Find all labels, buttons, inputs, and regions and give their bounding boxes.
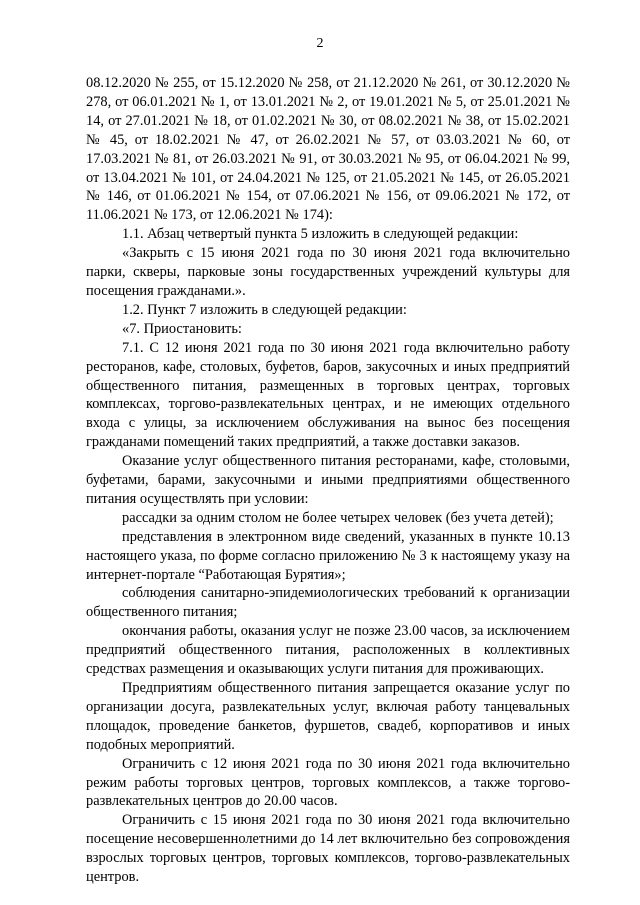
document-body xyxy=(86,74,570,887)
paragraph-7-suspend: «7. Приостановить: xyxy=(122,320,242,337)
paragraph-electronic-submission: представления в электронном виде сведений, указанных в пункте 10.13 настоящего указа, по форме согласно приложению № 3 к настоящему указу на интернет-портале “Работающая Бурятия»; xyxy=(86,528,570,583)
paragraph-minors: Ограничить с 15 июня 2021 года по 30 июня 2021 года включительно посещение несовершеннолетними до 14 лет включительно без сопровождения взрослых торговых центров, торговых комплексов, торгово-развлекательных центров. xyxy=(86,812,570,886)
paragraph-closing-time: окончания работы, оказания услуг не позже 23.00 часов, за исключением предприятий общественного питания, расположенных в коллективных средствах размещения и оказывающих услуги питания для проживающих. xyxy=(86,623,570,678)
paragraph-quote-close-parks: «Закрыть с 15 июня 2021 года по 30 июня 2021 года включительно парки, скверы, парковые зоны государственных учреждений культуры для посещения гражданами.». xyxy=(86,245,570,299)
paragraph-mall-hours: Ограничить с 12 июня 2021 года по 30 июня 2021 года включительно режим работы торговых центров, торговых комплексов, а также торгово-развлекательных центров до 20.00 часов. xyxy=(86,755,570,810)
paragraph-7-1: 7.1. С 12 июня 2021 года по 30 июня 2021 года включительно работу ресторанов, кафе, столовых, буфетов, баров, закусочных и иных предприятий общественного питания, размещенных в торговых центрах, торговых комплексах, торгово-развлекательных центрах, и не имеющих отдельного входа с улицы, за исключением обслуживания на вынос без посещения гражданами помещений таких предприятий, а также доставки заказов. xyxy=(86,339,570,451)
paragraph-seating: рассадки за одним столом не более четырех человек (без учета детей); xyxy=(122,509,554,526)
paragraph-1-2: 1.2. Пункт 7 изложить в следующей редакции: xyxy=(122,301,407,318)
paragraph-1-1: 1.1. Абзац четвертый пункта 5 изложить в следующей редакции: xyxy=(122,226,519,243)
paragraph-leisure-ban: Предприятиям общественного питания запрещается оказание услуг по организации досуга, развлекательных услуг, включая работу танцевальных площадок, проведение банкетов, фуршетов, свадеб, корпоративов и иных подобных мероприятий. xyxy=(86,680,570,753)
paragraph-catering-conditions: Оказание услуг общественного питания ресторанами, кафе, столовыми, буфетами, барами, закусочными и иными предприятиями общественного питания осуществлять при условии: xyxy=(86,453,570,507)
paragraph-sanitary: соблюдения санитарно-эпидемиологических требований к организации общественного питания; xyxy=(86,585,570,621)
page-number: 2 xyxy=(316,36,324,51)
paragraph-amendment-list: 08.12.2020 № 255, от 15.12.2020 № 258, от 21.12.2020 № 261, от 30.12.2020 № 278, от 06.01.2021 № 1, от 13.01.2021 № 2, от 19.01.2021 № 5, от 25.01.2021 № 14, от 27.01.2021 № 18, от 01.02.2021 № 30, от 08.02.2021 № 38, от 15.02.2021 № 45, от 18.02.2021 № 47, от 26.02.2021 № 57, от 03.03.2021 № 60, от 17.03.2021 № 81, от 26.03.2021 № 91, от 30.03.2021 № 95, от 06.04.2021 № 99, от 13.04.2021 № 101, от 24.04.2021 № 125, от 21.05.2021 № 145, от 26.05.2021 № 146, от 01.06.2021 № 154, от 07.06.2021 № 156, от 09.06.2021 № 172, от 11.06.2021 № 173, от 12.06.2021 № 174): xyxy=(86,75,570,224)
